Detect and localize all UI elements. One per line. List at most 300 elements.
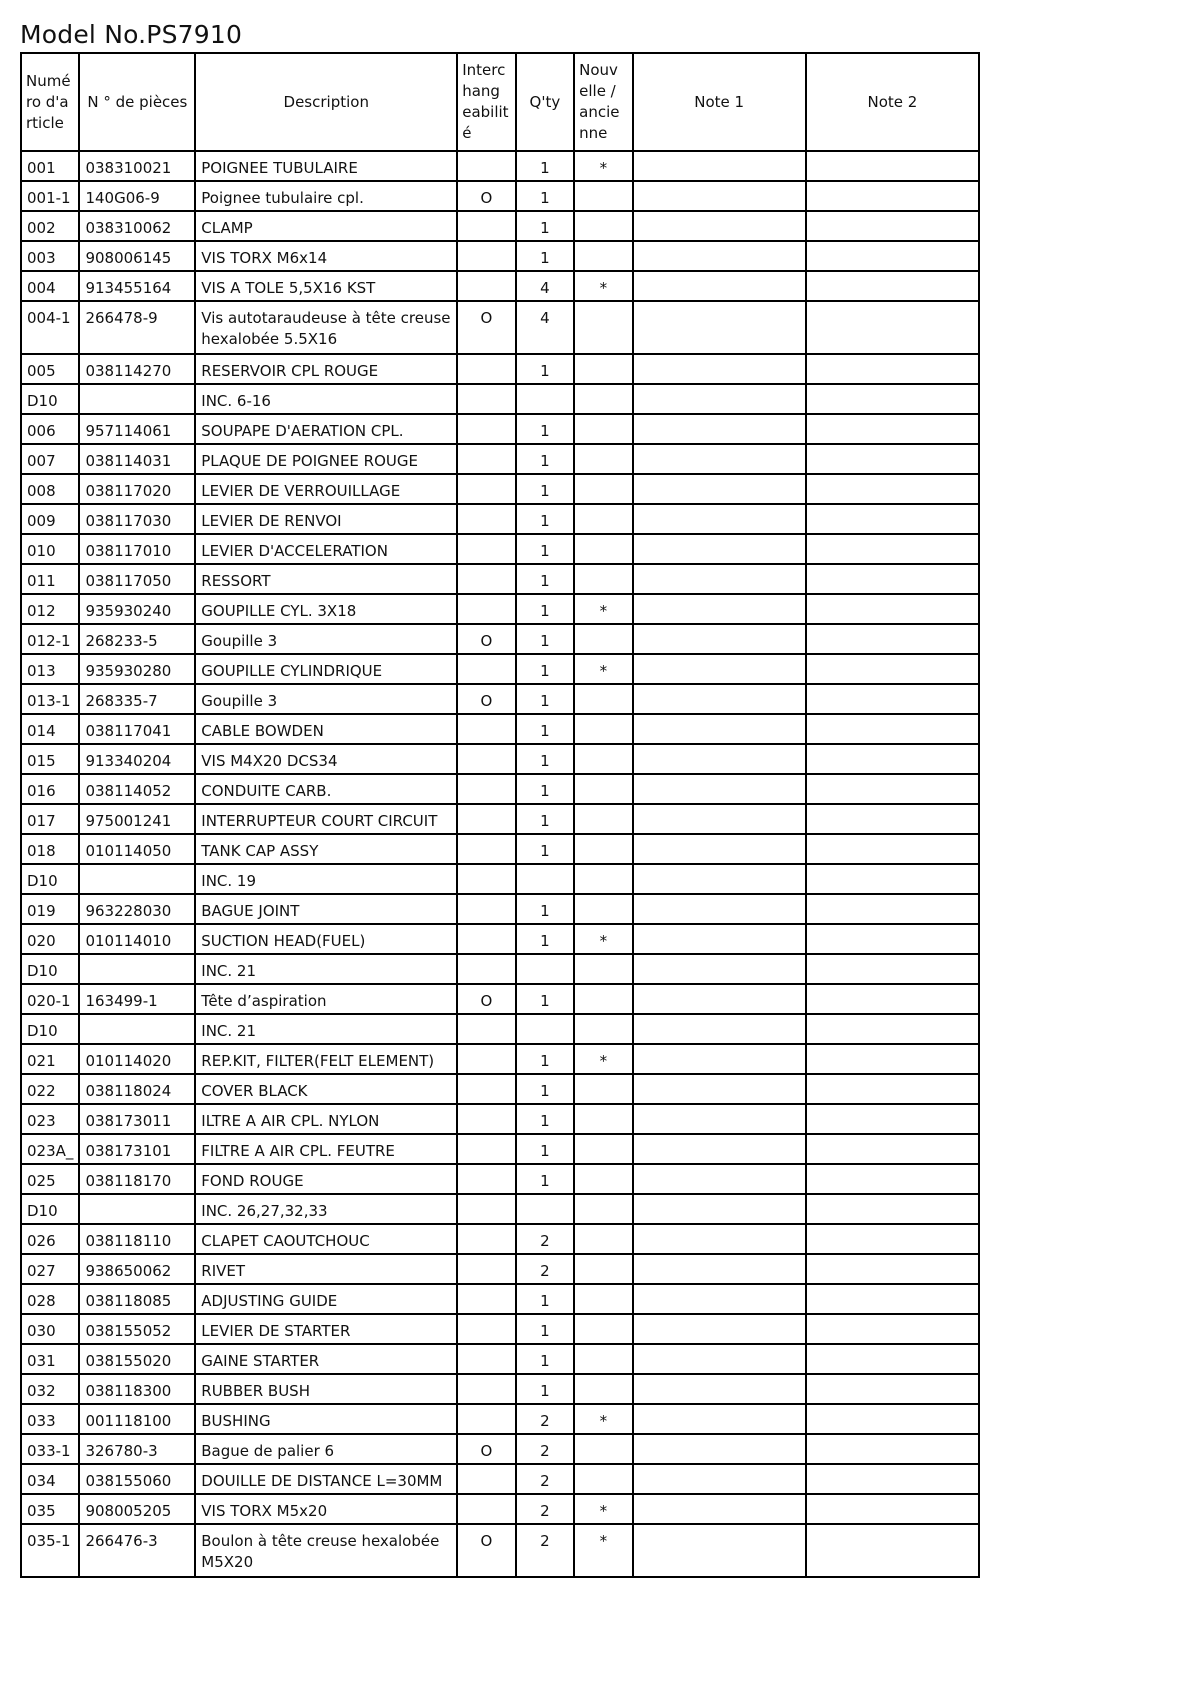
- cell-part-no: 038118170: [79, 1164, 195, 1194]
- cell-interchangeability: [457, 1404, 515, 1434]
- cell-qty: 2: [516, 1224, 574, 1254]
- table-row: [21, 864, 979, 894]
- cell-part-no: 038117030: [79, 504, 195, 534]
- cell-note2: [806, 444, 979, 474]
- cell-interchangeability: O: [457, 984, 515, 1014]
- cell-interchangeability: [457, 654, 515, 684]
- cell-note2: [806, 564, 979, 594]
- cell-note1: [633, 384, 806, 414]
- cell-qty: 1: [516, 1164, 574, 1194]
- cell-qty: 1: [516, 151, 574, 181]
- cell-note1: [633, 1404, 806, 1434]
- cell-note1: [633, 864, 806, 894]
- cell-new-old: [574, 354, 632, 384]
- cell-part-no: 010114010: [79, 924, 195, 954]
- cell-note2: [806, 1224, 979, 1254]
- cell-part-no: [79, 954, 195, 984]
- cell-item-no: 003: [21, 241, 79, 271]
- cell-part-no: 010114020: [79, 1044, 195, 1074]
- cell-interchangeability: [457, 924, 515, 954]
- cell-description: REP.KIT, FILTER(FELT ELEMENT): [195, 1044, 457, 1074]
- cell-description: VIS A TOLE 5,5X16 KST: [195, 271, 457, 301]
- cell-item-no: 023: [21, 1104, 79, 1134]
- cell-part-no: 268335-7: [79, 684, 195, 714]
- table-row: [21, 1434, 979, 1464]
- table-row: [21, 271, 979, 301]
- cell-qty: 1: [516, 1134, 574, 1164]
- table-row: [21, 1164, 979, 1194]
- cell-note1: [633, 1074, 806, 1104]
- cell-qty: 1: [516, 774, 574, 804]
- cell-description: ADJUSTING GUIDE: [195, 1284, 457, 1314]
- cell-note1: [633, 984, 806, 1014]
- cell-item-no: 013: [21, 654, 79, 684]
- table-row: [21, 474, 979, 504]
- table-row: [21, 1044, 979, 1074]
- cell-new-old: *: [574, 1524, 632, 1577]
- cell-note1: [633, 1494, 806, 1524]
- cell-description: GAINE STARTER: [195, 1344, 457, 1374]
- cell-note2: [806, 1254, 979, 1284]
- cell-qty: 1: [516, 504, 574, 534]
- cell-qty: 1: [516, 534, 574, 564]
- cell-note2: [806, 744, 979, 774]
- cell-new-old: [574, 1314, 632, 1344]
- cell-note1: [633, 564, 806, 594]
- cell-new-old: [574, 1014, 632, 1044]
- cell-description: COVER BLACK: [195, 1074, 457, 1104]
- cell-qty: 1: [516, 1074, 574, 1104]
- cell-part-no: 038118110: [79, 1224, 195, 1254]
- cell-new-old: [574, 1194, 632, 1224]
- cell-description: INC. 6-16: [195, 384, 457, 414]
- cell-note1: [633, 151, 806, 181]
- cell-interchangeability: [457, 1104, 515, 1134]
- cell-interchangeability: [457, 1134, 515, 1164]
- cell-part-no: 038117050: [79, 564, 195, 594]
- cell-new-old: [574, 474, 632, 504]
- parts-table: [20, 52, 980, 1578]
- cell-qty: 1: [516, 594, 574, 624]
- table-header-row: [21, 53, 979, 151]
- cell-new-old: [574, 1224, 632, 1254]
- cell-part-no: 038118085: [79, 1284, 195, 1314]
- cell-item-no: 008: [21, 474, 79, 504]
- cell-part-no: 268233-5: [79, 624, 195, 654]
- cell-interchangeability: [457, 1284, 515, 1314]
- cell-note1: [633, 1254, 806, 1284]
- cell-interchangeability: [457, 1224, 515, 1254]
- cell-qty: 1: [516, 684, 574, 714]
- cell-item-no: 020: [21, 924, 79, 954]
- table-row: [21, 594, 979, 624]
- cell-note1: [633, 1134, 806, 1164]
- cell-interchangeability: [457, 1164, 515, 1194]
- cell-item-no: 012: [21, 594, 79, 624]
- cell-qty: [516, 864, 574, 894]
- col-header-note1: Note 1: [633, 53, 806, 151]
- cell-description: INC. 21: [195, 1014, 457, 1044]
- cell-note1: [633, 954, 806, 984]
- cell-part-no: 326780-3: [79, 1434, 195, 1464]
- cell-note1: [633, 624, 806, 654]
- table-row: [21, 384, 979, 414]
- cell-note1: [633, 1374, 806, 1404]
- cell-note2: [806, 301, 979, 354]
- cell-new-old: [574, 1434, 632, 1464]
- col-header-description: Description: [195, 53, 457, 151]
- cell-description: LEVIER D'ACCELERATION: [195, 534, 457, 564]
- cell-note1: [633, 1164, 806, 1194]
- table-row: [21, 504, 979, 534]
- cell-interchangeability: [457, 1044, 515, 1074]
- cell-description: BUSHING: [195, 1404, 457, 1434]
- cell-note1: [633, 1434, 806, 1464]
- cell-qty: 1: [516, 354, 574, 384]
- cell-item-no: 010: [21, 534, 79, 564]
- cell-note2: [806, 181, 979, 211]
- cell-new-old: [574, 414, 632, 444]
- cell-qty: 2: [516, 1404, 574, 1434]
- cell-qty: 1: [516, 564, 574, 594]
- cell-new-old: *: [574, 271, 632, 301]
- cell-item-no: 015: [21, 744, 79, 774]
- cell-new-old: [574, 181, 632, 211]
- cell-item-no: 017: [21, 804, 79, 834]
- cell-item-no: 026: [21, 1224, 79, 1254]
- table-row: [21, 1194, 979, 1224]
- cell-new-old: [574, 804, 632, 834]
- cell-interchangeability: [457, 384, 515, 414]
- cell-qty: 1: [516, 474, 574, 504]
- cell-part-no: 038114052: [79, 774, 195, 804]
- cell-new-old: [574, 241, 632, 271]
- cell-qty: 1: [516, 414, 574, 444]
- cell-new-old: [574, 384, 632, 414]
- cell-note1: [633, 181, 806, 211]
- cell-note1: [633, 1014, 806, 1044]
- cell-item-no: 018: [21, 834, 79, 864]
- cell-item-no: D10: [21, 954, 79, 984]
- cell-note2: [806, 151, 979, 181]
- cell-note1: [633, 271, 806, 301]
- cell-qty: 1: [516, 1284, 574, 1314]
- cell-part-no: 038155020: [79, 1344, 195, 1374]
- cell-note2: [806, 534, 979, 564]
- cell-new-old: [574, 1374, 632, 1404]
- table-row: [21, 1224, 979, 1254]
- cell-qty: 1: [516, 211, 574, 241]
- cell-description: PLAQUE DE POIGNEE ROUGE: [195, 444, 457, 474]
- cell-qty: 2: [516, 1254, 574, 1284]
- cell-description: GOUPILLE CYL. 3X18: [195, 594, 457, 624]
- cell-interchangeability: [457, 414, 515, 444]
- cell-note1: [633, 744, 806, 774]
- cell-interchangeability: O: [457, 624, 515, 654]
- cell-description: RESERVOIR CPL ROUGE: [195, 354, 457, 384]
- cell-note1: [633, 1524, 806, 1577]
- cell-description: Boulon à tête creuse hexalobée M5X20: [195, 1524, 457, 1577]
- table-row: [21, 1314, 979, 1344]
- cell-interchangeability: O: [457, 181, 515, 211]
- cell-qty: 4: [516, 301, 574, 354]
- col-header-new-old: Nouv elle / ancie nne: [574, 53, 632, 151]
- table-row: [21, 954, 979, 984]
- table-row: [21, 684, 979, 714]
- cell-description: BAGUE JOINT: [195, 894, 457, 924]
- cell-interchangeability: [457, 444, 515, 474]
- cell-item-no: 004-1: [21, 301, 79, 354]
- cell-item-no: 035: [21, 1494, 79, 1524]
- cell-part-no: [79, 864, 195, 894]
- cell-interchangeability: [457, 714, 515, 744]
- cell-interchangeability: O: [457, 1434, 515, 1464]
- table-row: [21, 211, 979, 241]
- table-row: [21, 354, 979, 384]
- cell-interchangeability: [457, 151, 515, 181]
- cell-new-old: [574, 444, 632, 474]
- cell-part-no: 038114270: [79, 354, 195, 384]
- cell-interchangeability: [457, 211, 515, 241]
- cell-description: POIGNEE TUBULAIRE: [195, 151, 457, 181]
- cell-description: FOND ROUGE: [195, 1164, 457, 1194]
- cell-item-no: 009: [21, 504, 79, 534]
- cell-new-old: *: [574, 594, 632, 624]
- cell-note2: [806, 1344, 979, 1374]
- cell-note2: [806, 474, 979, 504]
- cell-new-old: *: [574, 1494, 632, 1524]
- table-row: [21, 181, 979, 211]
- cell-note2: [806, 211, 979, 241]
- table-row: [21, 534, 979, 564]
- cell-part-no: 038173101: [79, 1134, 195, 1164]
- cell-new-old: [574, 684, 632, 714]
- cell-qty: 1: [516, 241, 574, 271]
- cell-item-no: 016: [21, 774, 79, 804]
- cell-note2: [806, 804, 979, 834]
- cell-note2: [806, 1404, 979, 1434]
- col-header-note2: Note 2: [806, 53, 979, 151]
- cell-new-old: [574, 984, 632, 1014]
- cell-note1: [633, 1224, 806, 1254]
- cell-description: RESSORT: [195, 564, 457, 594]
- cell-interchangeability: [457, 1494, 515, 1524]
- cell-note2: [806, 954, 979, 984]
- cell-interchangeability: [457, 474, 515, 504]
- cell-item-no: 011: [21, 564, 79, 594]
- cell-qty: 1: [516, 654, 574, 684]
- cell-note1: [633, 1284, 806, 1314]
- page-title: Model No.PS7910: [20, 20, 243, 49]
- cell-qty: 1: [516, 444, 574, 474]
- table-row: [21, 444, 979, 474]
- cell-item-no: 001: [21, 151, 79, 181]
- cell-note1: [633, 504, 806, 534]
- table-row: [21, 241, 979, 271]
- cell-interchangeability: [457, 241, 515, 271]
- cell-new-old: [574, 1254, 632, 1284]
- cell-new-old: [574, 211, 632, 241]
- cell-description: LEVIER DE RENVOI: [195, 504, 457, 534]
- cell-description: Tête d’aspiration: [195, 984, 457, 1014]
- cell-note1: [633, 241, 806, 271]
- cell-note2: [806, 594, 979, 624]
- cell-description: Poignee tubulaire cpl.: [195, 181, 457, 211]
- cell-interchangeability: [457, 804, 515, 834]
- cell-new-old: [574, 894, 632, 924]
- cell-note1: [633, 211, 806, 241]
- cell-part-no: 038117020: [79, 474, 195, 504]
- parts-table-body: [21, 151, 979, 1577]
- cell-note2: [806, 504, 979, 534]
- cell-note2: [806, 714, 979, 744]
- cell-item-no: 020-1: [21, 984, 79, 1014]
- cell-part-no: [79, 1014, 195, 1044]
- cell-qty: 2: [516, 1434, 574, 1464]
- table-row: [21, 714, 979, 744]
- cell-interchangeability: O: [457, 301, 515, 354]
- cell-part-no: 038118300: [79, 1374, 195, 1404]
- table-row: [21, 1014, 979, 1044]
- cell-description: Bague de palier 6: [195, 1434, 457, 1464]
- cell-qty: [516, 1014, 574, 1044]
- cell-note2: [806, 1074, 979, 1104]
- cell-note2: [806, 864, 979, 894]
- col-header-item-no: Numé ro d'a rticle: [21, 53, 79, 151]
- cell-description: Goupille 3: [195, 684, 457, 714]
- cell-note1: [633, 1344, 806, 1374]
- cell-item-no: 031: [21, 1344, 79, 1374]
- cell-note2: [806, 684, 979, 714]
- cell-new-old: [574, 1164, 632, 1194]
- cell-qty: 1: [516, 804, 574, 834]
- cell-new-old: *: [574, 151, 632, 181]
- cell-new-old: *: [574, 1404, 632, 1434]
- cell-item-no: D10: [21, 1194, 79, 1224]
- cell-interchangeability: [457, 271, 515, 301]
- cell-description: Vis autotaraudeuse à tête creuse hexalobée 5.5X16: [195, 301, 457, 354]
- cell-interchangeability: [457, 864, 515, 894]
- table-row: [21, 1374, 979, 1404]
- cell-item-no: 030: [21, 1314, 79, 1344]
- cell-part-no: 038117041: [79, 714, 195, 744]
- cell-new-old: [574, 774, 632, 804]
- cell-item-no: 022: [21, 1074, 79, 1104]
- cell-part-no: 038173011: [79, 1104, 195, 1134]
- cell-qty: 1: [516, 181, 574, 211]
- cell-new-old: [574, 624, 632, 654]
- cell-part-no: 038155052: [79, 1314, 195, 1344]
- cell-note2: [806, 654, 979, 684]
- cell-part-no: 038310062: [79, 211, 195, 241]
- col-header-qty: Q'ty: [516, 53, 574, 151]
- cell-note1: [633, 1314, 806, 1344]
- cell-note2: [806, 1014, 979, 1044]
- cell-interchangeability: [457, 1374, 515, 1404]
- cell-note1: [633, 714, 806, 744]
- cell-note1: [633, 924, 806, 954]
- cell-note1: [633, 354, 806, 384]
- cell-new-old: *: [574, 654, 632, 684]
- cell-note1: [633, 834, 806, 864]
- cell-qty: 1: [516, 1344, 574, 1374]
- cell-note1: [633, 1194, 806, 1224]
- table-row: [21, 624, 979, 654]
- table-row: [21, 151, 979, 181]
- cell-part-no: 908006145: [79, 241, 195, 271]
- cell-interchangeability: [457, 1194, 515, 1224]
- cell-new-old: [574, 504, 632, 534]
- cell-part-no: [79, 1194, 195, 1224]
- cell-interchangeability: [457, 1074, 515, 1104]
- cell-description: LEVIER DE VERROUILLAGE: [195, 474, 457, 504]
- cell-note1: [633, 474, 806, 504]
- cell-qty: 2: [516, 1464, 574, 1494]
- cell-new-old: [574, 564, 632, 594]
- table-row: [21, 984, 979, 1014]
- cell-interchangeability: [457, 834, 515, 864]
- cell-new-old: [574, 864, 632, 894]
- cell-note1: [633, 444, 806, 474]
- cell-interchangeability: [457, 894, 515, 924]
- table-row: [21, 654, 979, 684]
- table-row: [21, 804, 979, 834]
- cell-description: SUCTION HEAD(FUEL): [195, 924, 457, 954]
- cell-part-no: 975001241: [79, 804, 195, 834]
- cell-note2: [806, 1524, 979, 1577]
- cell-note2: [806, 1164, 979, 1194]
- cell-interchangeability: [457, 1464, 515, 1494]
- cell-new-old: [574, 1104, 632, 1134]
- cell-qty: 1: [516, 624, 574, 654]
- cell-new-old: [574, 1284, 632, 1314]
- cell-new-old: [574, 834, 632, 864]
- cell-note1: [633, 414, 806, 444]
- cell-note1: [633, 804, 806, 834]
- cell-note2: [806, 1194, 979, 1224]
- cell-description: CLAMP: [195, 211, 457, 241]
- cell-description: INC. 26,27,32,33: [195, 1194, 457, 1224]
- cell-description: TANK CAP ASSY: [195, 834, 457, 864]
- cell-description: VIS TORX M6x14: [195, 241, 457, 271]
- cell-note2: [806, 271, 979, 301]
- cell-note1: [633, 534, 806, 564]
- col-header-interchangeability: Interc hang eabilit é: [457, 53, 515, 151]
- cell-qty: 1: [516, 834, 574, 864]
- cell-interchangeability: [457, 594, 515, 624]
- cell-part-no: 935930280: [79, 654, 195, 684]
- cell-item-no: D10: [21, 864, 79, 894]
- cell-new-old: [574, 1464, 632, 1494]
- table-row: [21, 1524, 979, 1577]
- table-row: [21, 1104, 979, 1134]
- cell-qty: 1: [516, 1374, 574, 1404]
- table-row: [21, 1494, 979, 1524]
- cell-note2: [806, 834, 979, 864]
- cell-qty: 4: [516, 271, 574, 301]
- cell-new-old: [574, 1074, 632, 1104]
- cell-new-old: *: [574, 924, 632, 954]
- cell-description: INC. 19: [195, 864, 457, 894]
- cell-description: INTERRUPTEUR COURT CIRCUIT: [195, 804, 457, 834]
- cell-interchangeability: [457, 744, 515, 774]
- cell-qty: 1: [516, 1104, 574, 1134]
- table-row: [21, 1134, 979, 1164]
- cell-description: FILTRE A AIR CPL. FEUTRE: [195, 1134, 457, 1164]
- cell-note1: [633, 1044, 806, 1074]
- cell-item-no: 005: [21, 354, 79, 384]
- cell-description: VIS M4X20 DCS34: [195, 744, 457, 774]
